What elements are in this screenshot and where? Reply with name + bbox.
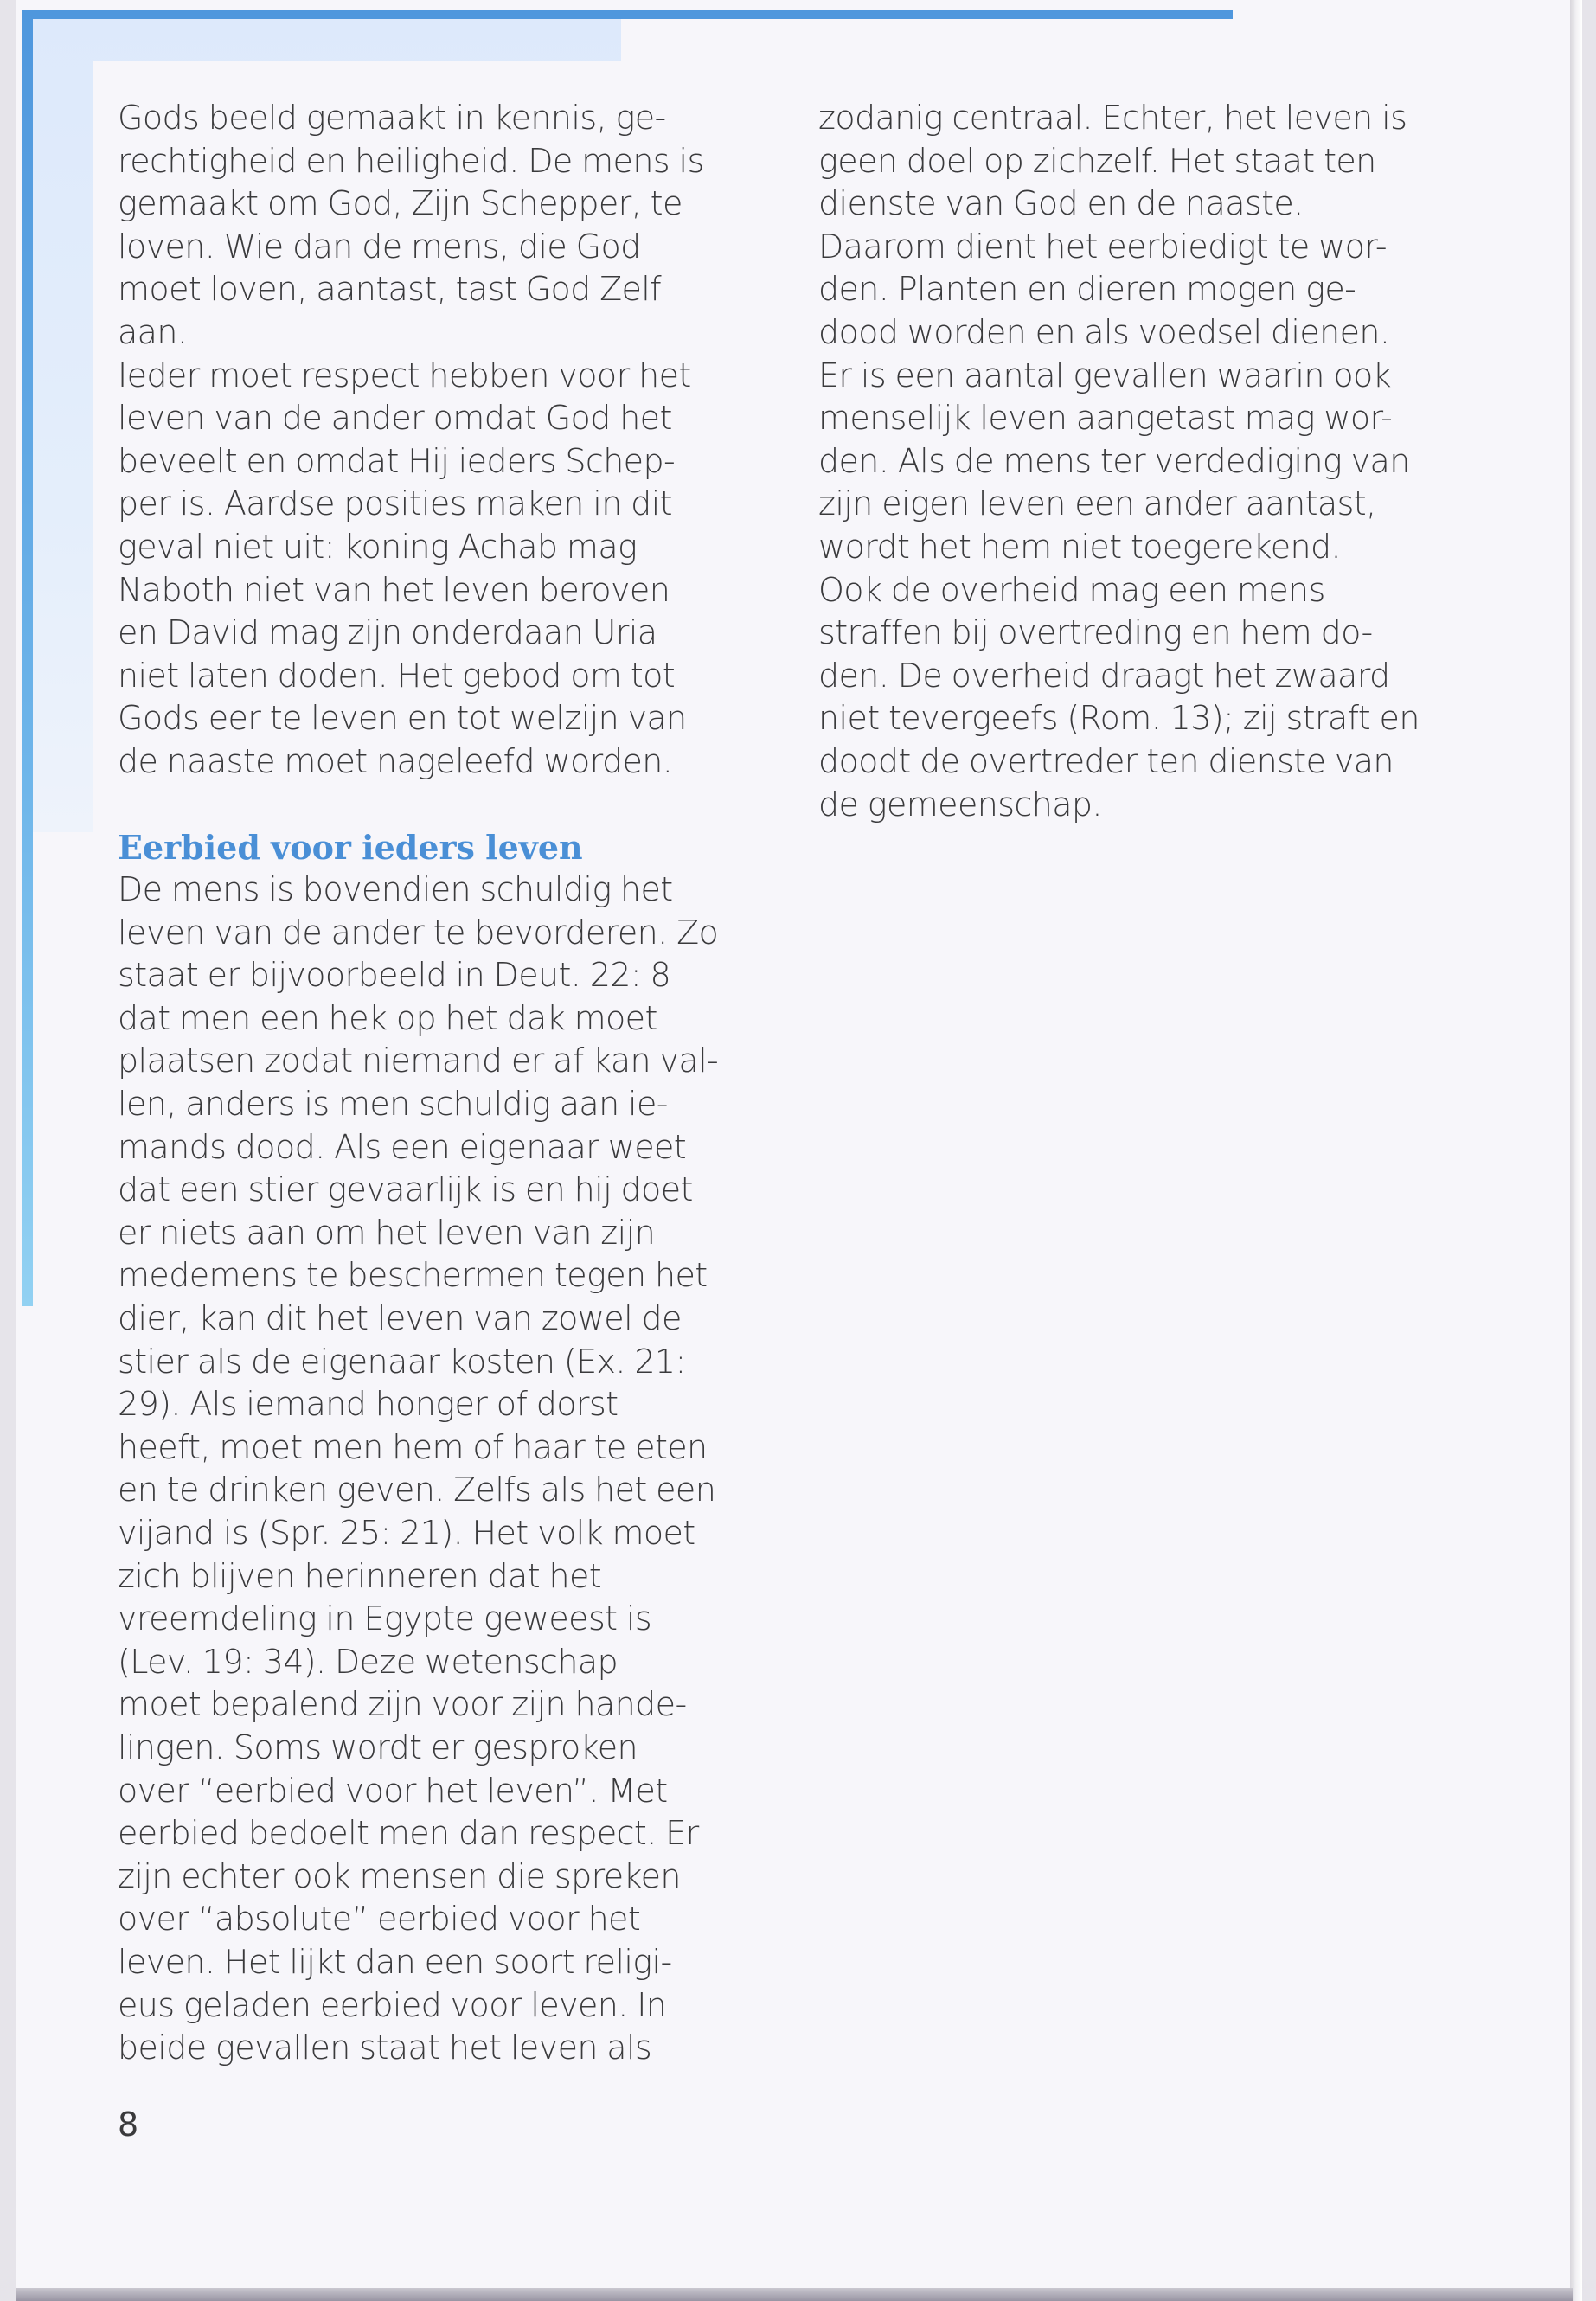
page-bottom-edge — [16, 2288, 1573, 2301]
text-line: dood worden en als voedsel dienen. — [818, 312, 1390, 351]
text-line: gemaakt om God, Zijn Schepper, te — [118, 184, 683, 223]
text-line: en David mag zijn onderdaan Uria — [118, 613, 657, 652]
top-accent-rule — [26, 10, 1233, 19]
text-line: leven van de ander omdat God het — [118, 399, 672, 438]
text-line: len, anders is men schuldig aan ie- — [118, 1085, 668, 1124]
text-line: den. De overheid draagt het zwaard — [818, 656, 1390, 695]
text-line: leven. Het lijkt dan een soort religi- — [118, 1942, 672, 1981]
text-line: Gods beeld gemaakt in kennis, ge- — [118, 99, 666, 137]
text-line: moet bepalend zijn voor zijn hande- — [118, 1685, 687, 1724]
text-line: medemens te beschermen tegen het — [118, 1256, 708, 1295]
text-line: zijn echter ook mensen die spreken — [118, 1856, 681, 1895]
text-line: eerbied bedoelt men dan respect. Er — [118, 1814, 699, 1853]
text-line: Ook de overheid mag een mens — [818, 570, 1325, 609]
text-line: vijand is (Spr. 25: 21). Het volk moet — [118, 1514, 695, 1552]
text-line: de naaste moet nageleefd worden. — [118, 741, 673, 780]
left-accent-rule — [22, 10, 33, 1306]
text-line: zijn eigen leven een ander aantast, — [818, 484, 1376, 523]
text-line: mands dood. Als een eigenaar weet — [118, 1127, 687, 1166]
left-text-column — [118, 97, 775, 2070]
text-line: wordt het hem niet toegerekend. — [818, 527, 1341, 566]
text-line: lingen. Soms wordt er gesproken — [118, 1727, 638, 1766]
right-paragraph-1 — [818, 97, 1476, 826]
text-line: beide gevallen staat het leven als — [118, 2029, 652, 2067]
text-line: den. Als de mens ter verdediging van — [818, 441, 1410, 480]
text-line: Ieder moet respect hebben voor het — [118, 356, 691, 394]
text-line: loven. Wie dan de mens, die God — [118, 227, 641, 266]
text-line: stier als de eigenaar kosten (Ex. 21: — [118, 1342, 686, 1381]
text-line: leven van de ander te bevorderen. Zo — [118, 913, 719, 952]
text-line: straffen bij overtreding en hem do- — [818, 613, 1373, 652]
text-line: er niets aan om het leven van zijn — [118, 1213, 656, 1252]
text-line: vreemdeling in Egypte geweest is — [118, 1599, 652, 1638]
text-line: over “eerbied voor het leven”. Met — [118, 1771, 668, 1810]
text-line: plaatsen zodat niemand er af kan val- — [118, 1042, 719, 1080]
text-line: menselijk leven aangetast mag wor- — [818, 399, 1393, 438]
page-edge-shadow — [1570, 0, 1582, 2301]
text-line: de gemeenschap. — [818, 785, 1102, 824]
text-line: Naboth niet van het leven beroven — [118, 570, 670, 609]
text-line: beveelt en omdat Hij ieders Schep- — [118, 441, 676, 480]
text-line: dat men een hek op het dak moet — [118, 998, 657, 1037]
text-line: aan. — [118, 312, 188, 351]
left-paragraph-1 — [118, 97, 775, 355]
text-line: rechtigheid en heiligheid. De mens is — [118, 141, 704, 180]
text-line: Er is een aantal gevallen waarin ook — [818, 356, 1392, 394]
text-line: dier, kan dit het leven van zowel de — [118, 1299, 682, 1338]
section-heading: Eerbied voor ieders leven — [118, 827, 583, 867]
text-line: doodt de overtreder ten dienste van — [818, 741, 1394, 780]
left-paragraph-3 — [118, 868, 775, 2070]
text-line: geen doel op zichzelf. Het staat ten — [818, 141, 1376, 180]
text-line: den. Planten en dieren mogen ge- — [818, 270, 1356, 309]
text-line: zodanig centraal. Echter, het leven is — [818, 99, 1407, 137]
text-line: dat een stier gevaarlijk is en hij doet — [118, 1170, 693, 1209]
text-line: niet tevergeefs (Rom. 13); zij straft en — [818, 699, 1420, 738]
text-line: geval niet uit: koning Achab mag — [118, 527, 638, 566]
book-page — [16, 0, 1573, 2288]
text-line: De mens is bovendien schuldig het — [118, 870, 673, 909]
text-line: over “absolute” eerbied voor het — [118, 1900, 641, 1939]
text-line: en te drinken geven. Zelfs als het een — [118, 1471, 716, 1509]
text-line: zich blijven herinneren dat het — [118, 1556, 602, 1595]
right-text-column — [818, 97, 1476, 826]
text-line: eus geladen eerbied voor leven. In — [118, 1985, 667, 2024]
text-line: dienste van God en de naaste. — [818, 184, 1304, 223]
page-number: 8 — [118, 2106, 139, 2144]
text-line: niet laten doden. Het gebod om tot — [118, 656, 676, 695]
text-line: (Lev. 19: 34). Deze wetenschap — [118, 1642, 619, 1681]
text-line: Gods eer te leven en tot welzijn van — [118, 699, 687, 738]
text-line: heeft, moet men hem of haar te eten — [118, 1427, 708, 1466]
text-line: 29). Als iemand honger of dorst — [118, 1385, 619, 1424]
text-line: Daarom dient het eerbiedigt te wor- — [818, 227, 1388, 266]
left-paragraph-2 — [118, 355, 775, 784]
text-line: per is. Aardse posities maken in dit — [118, 484, 672, 523]
text-line: staat er bijvoorbeeld in Deut. 22: 8 — [118, 956, 671, 995]
text-line: moet loven, aantast, tast God Zelf — [118, 270, 662, 309]
